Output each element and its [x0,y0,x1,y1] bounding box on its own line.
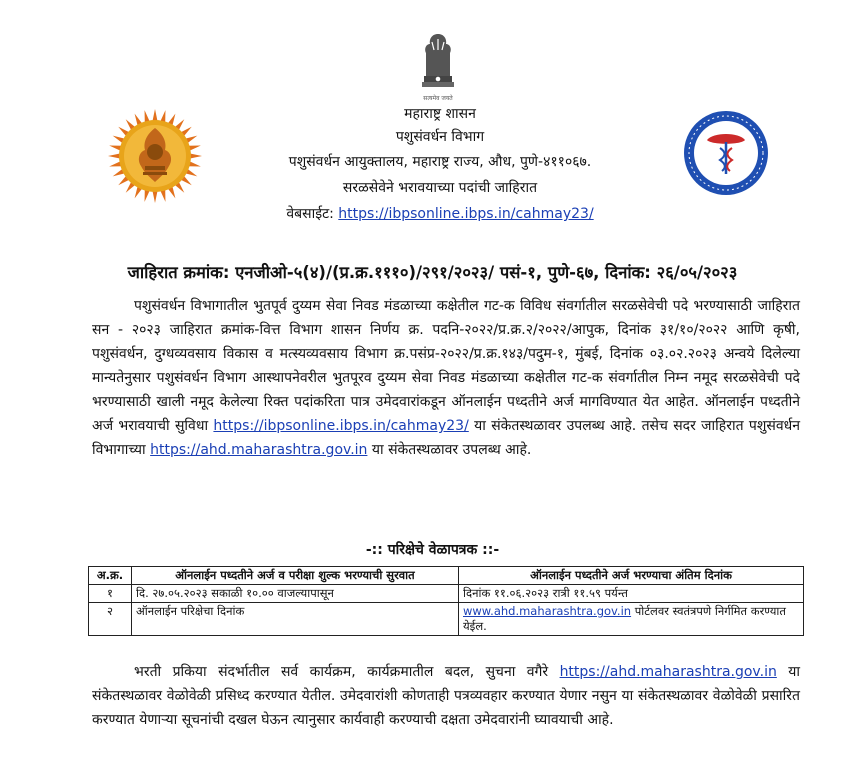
national-emblem-logo [416,30,460,105]
schedule-header-row [89,567,804,585]
col-end-header: ऑनलाईन पध्दतीने अर्ज भरण्याचा अंतिम दिनांक [459,567,804,585]
maharashtra-seal-logo [107,108,203,204]
row-start: ऑनलाईन परिक्षेचा दिनांक [132,603,459,636]
government-name: महाराष्ट्र शासन [404,106,476,122]
intro-text-3: या संकेतस्थळावर उपलब्ध आहे. [371,442,532,458]
row-end-text: पोर्टलवर स्वतंत्रपणे निर्गमित करण्यात येईल. [463,604,786,633]
footer-text-1: भरती प्रकिया संदर्भातील सर्व कार्यक्रम, कार्यक्रमातील बदल, सुचना वगैरे [134,664,549,680]
intro-text-2: या संकेतस्थळावर उपलब्ध आहे. तसेच सदर जाहिरात पशुसंवर्धन विभागाच्या [92,418,800,458]
row-start: दि. २७.०५.२०२३ सकाळी १०.०० वाजल्यापासून [132,585,459,603]
website-link[interactable]: https://ibpsonline.ibps.in/cahmay23/ [338,206,594,222]
row-end [459,603,804,636]
footer-ahd-link[interactable]: https://ahd.maharashtra.gov.in [559,664,777,680]
ibps-link[interactable]: https://ibpsonline.ibps.in/cahmay23/ [213,418,469,434]
row-serial: २ [89,603,132,636]
department-name: पशुसंवर्धन विभाग [395,129,485,145]
ahd-portal-link[interactable]: www.ahd.maharashtra.gov.in [463,604,632,618]
table-row [89,585,804,603]
website-line [240,204,640,224]
intro-paragraph [92,294,800,462]
ahd-link[interactable]: https://ahd.maharashtra.gov.in [150,442,368,458]
intro-text-1: पशुसंवर्धन विभागातील भुतपूर्व दुय्यम सेवा निवड मंडळाच्या कक्षेतील गट-क विविध संवर्गातील सरळसेवेची पदे भरण्यासाठी जाहिरात सन - २०२३ जाहिरात क्रमांक-वित्त विभाग शासन निर्णय क्र. पदनि-२०२२/प्र.क्र.२/२०२२/आपुक, दिनांक ३१/१०/२०२२ आणि कृषी, पशुसंवर्धन, दुग्धव्यवसाय विकास व मत्स्यव्यवसाय विभाग क्र.पसंप्र-२०२२/प्र.क्र.१४३/पदुम-१, मुंबई, दिनांक ०३.०२.२०२३ अन्वये दिलेल्या मान्यतेनुसार पशुसंवर्धन विभाग आस्थापनेवरील भुतपूरव दुय्यम सेवा निवड मंडळाच्या कक्षेतील गट-क संवर्गातील निम्न नमूद सरळसेवेची पदे भरण्यासाठी खाली नमूद केलेल्या रिक्त पदांकरिता पात्र उमेदवारांकडून ऑनलाईन पध्दतीने अर्ज मागविण्यात येत आहेत. ऑनलाईन पध्दतीने अर्ज भरावयाची सुविधा [92,298,800,434]
reference-number: जाहिरात क्रमांक: एनजीओ-५(४)/(प्र.क्र.१११०)/२९१/२०२३/ पसं-१, पुणे-६७, दिनांक: २६/०५/२०२३ [127,263,738,282]
schedule-title: -:: परिक्षेचे वेळापत्रक ::- [365,542,500,558]
row-serial: १ [89,585,132,603]
row-end: दिनांक ११.०६.२०२३ रात्री ११.५९ पर्यन्त [459,585,804,603]
emblem-motto: सत्यमेव जयते [423,95,453,102]
col-start-header: ऑनलाईन पध्दतीने अर्ज व परीक्षा शुल्क भरण्याची सुरवात [132,567,459,585]
website-label: वेबसाईट: [286,206,334,222]
table-row [89,603,804,636]
footer-paragraph [92,660,800,732]
schedule-table [88,566,804,636]
advertisement-title: सरळसेवेने भरावयाच्या पदांची जाहिरात [342,180,538,196]
footer-text-2: या संकेतस्थळावर वेळोवेळी प्रसिध्द करण्यात येतील. उमेदवारांशी कोणताही पत्रव्यवहार करण्यात येणार नसुन या संकेतस्थळावर वेळोवेळी प्रसारित करण्यात येणाऱ्या सूचनांची दखल घेऊन त्यानुसार कार्यवाही करण्याची दक्षता उमेदवारांनी घ्यावयाची आहे. [92,664,800,728]
office-address: पशुसंवर्धन आयुक्तालय, महाराष्ट्र राज्य, औध, पुणे-४११०६७. [288,154,592,170]
col-serial-header: अ.क्र. [89,567,132,585]
department-logo [681,108,771,198]
